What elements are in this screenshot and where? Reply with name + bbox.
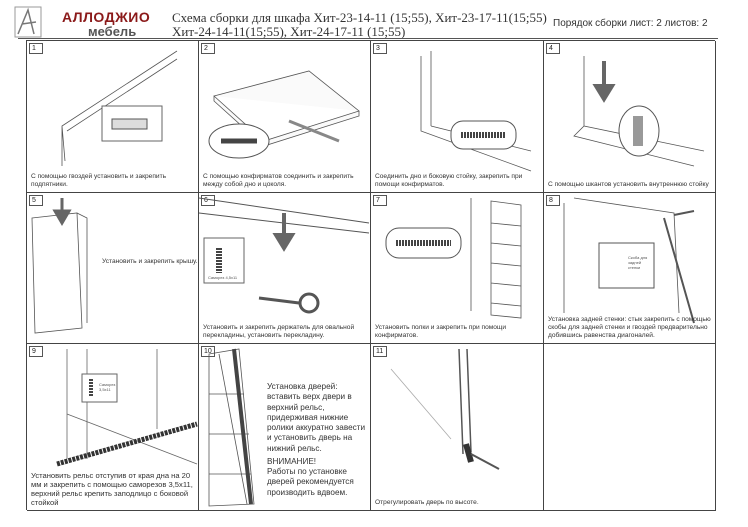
step-caption: Отрегулировать дверь по высоте. bbox=[375, 499, 479, 506]
step-number: 5 bbox=[29, 195, 43, 206]
step-caption: Установка дверей: вставить верх двери в верхний рельс, придерживая нижние ролики аккуратно завести и установить дверь на нижний рельс. bbox=[267, 382, 366, 453]
doc-title-line1: Схема сборки для шкафа Хит-23-14-11 (15;55), Хит-23-17-11(15;55) bbox=[172, 10, 547, 25]
step-number: 6 bbox=[201, 195, 215, 206]
step-number: 1 bbox=[29, 43, 43, 54]
doc-title-line2: Хит-24-14-11(15;55), Хит-24-17-11 (15;55) bbox=[172, 24, 406, 39]
header bbox=[0, 0, 748, 40]
step-number: 9 bbox=[29, 346, 43, 357]
step-11-illustration bbox=[371, 344, 543, 510]
step-2 bbox=[199, 41, 371, 193]
step-11 bbox=[371, 344, 544, 511]
step-8 bbox=[544, 193, 716, 344]
step-4 bbox=[544, 41, 716, 193]
allodzhio-logo-icon bbox=[14, 6, 42, 38]
step-6-illustration bbox=[199, 193, 370, 343]
step-caption: С помощью гвоздей установить и закрепить подпятники. bbox=[31, 173, 167, 188]
step-number: 3 bbox=[373, 43, 387, 54]
screw-label: Саморез 4,5х11 bbox=[208, 275, 238, 280]
assembly-steps-grid bbox=[26, 40, 715, 510]
warning-title: ВНИМАНИЕ! bbox=[267, 457, 317, 466]
step-number: 4 bbox=[546, 43, 560, 54]
step-number: 10 bbox=[201, 346, 215, 357]
step-caption: Соединить дно и боковую стойку, закрепить при помощи конфирматов. bbox=[375, 173, 523, 188]
step-caption: Установить рельс отступив от края дна на 20 мм и закрепить с помощью саморезов 3,5х11, верхний рельс крепить заподлицо с боковой стойкой bbox=[31, 471, 193, 507]
step-10 bbox=[199, 344, 371, 511]
step-1-illustration bbox=[27, 41, 198, 192]
step-number: 2 bbox=[201, 43, 215, 54]
step-caption: Установка задней стенки: стык закрепить с помощью скобы для задней стенки и гвоздей предварительно добившись равенства диагоналей. bbox=[548, 316, 711, 339]
sheet-info: Порядок сборки лист: 2 листов: 2 bbox=[553, 18, 708, 29]
step-3 bbox=[371, 41, 544, 193]
screw-label: Саморез 3,5х11 bbox=[99, 382, 116, 392]
step-3-illustration bbox=[371, 41, 543, 192]
step-caption: С помощью шкантов установить внутреннюю стойку bbox=[548, 181, 709, 188]
step-9 bbox=[27, 344, 199, 511]
empty-cell bbox=[544, 344, 716, 511]
step-5 bbox=[27, 193, 199, 344]
step-caption: С помощью конфирматов соединить и закрепить между собой дно и цоколя. bbox=[203, 173, 354, 188]
brand-subtitle: мебель bbox=[88, 24, 137, 39]
step-6 bbox=[199, 193, 371, 344]
warning-text: Работы по установке дверей рекомендуется производить вдвоем. bbox=[267, 467, 354, 497]
step-number: 8 bbox=[546, 195, 560, 206]
step-7-illustration bbox=[371, 193, 543, 343]
step-caption: Установить и закрепить крышу. bbox=[102, 258, 198, 265]
step-caption: Установить и закрепить держатель для овальной перекладины, установить перекладину. bbox=[203, 324, 355, 339]
header-divider bbox=[18, 38, 718, 39]
step-caption: Установить полки и закрепить при помощи конфирматов. bbox=[375, 324, 507, 339]
step-4-illustration bbox=[544, 41, 715, 192]
step-2-illustration bbox=[199, 41, 370, 192]
step-7 bbox=[371, 193, 544, 344]
step-5-illustration bbox=[27, 193, 198, 343]
step-number: 11 bbox=[373, 346, 387, 357]
step-1 bbox=[27, 41, 199, 193]
brand-name: АЛЛОДЖИО bbox=[62, 9, 151, 25]
step-number: 7 bbox=[373, 195, 387, 206]
bracket-label: Скоба для задней стенки bbox=[628, 255, 648, 270]
